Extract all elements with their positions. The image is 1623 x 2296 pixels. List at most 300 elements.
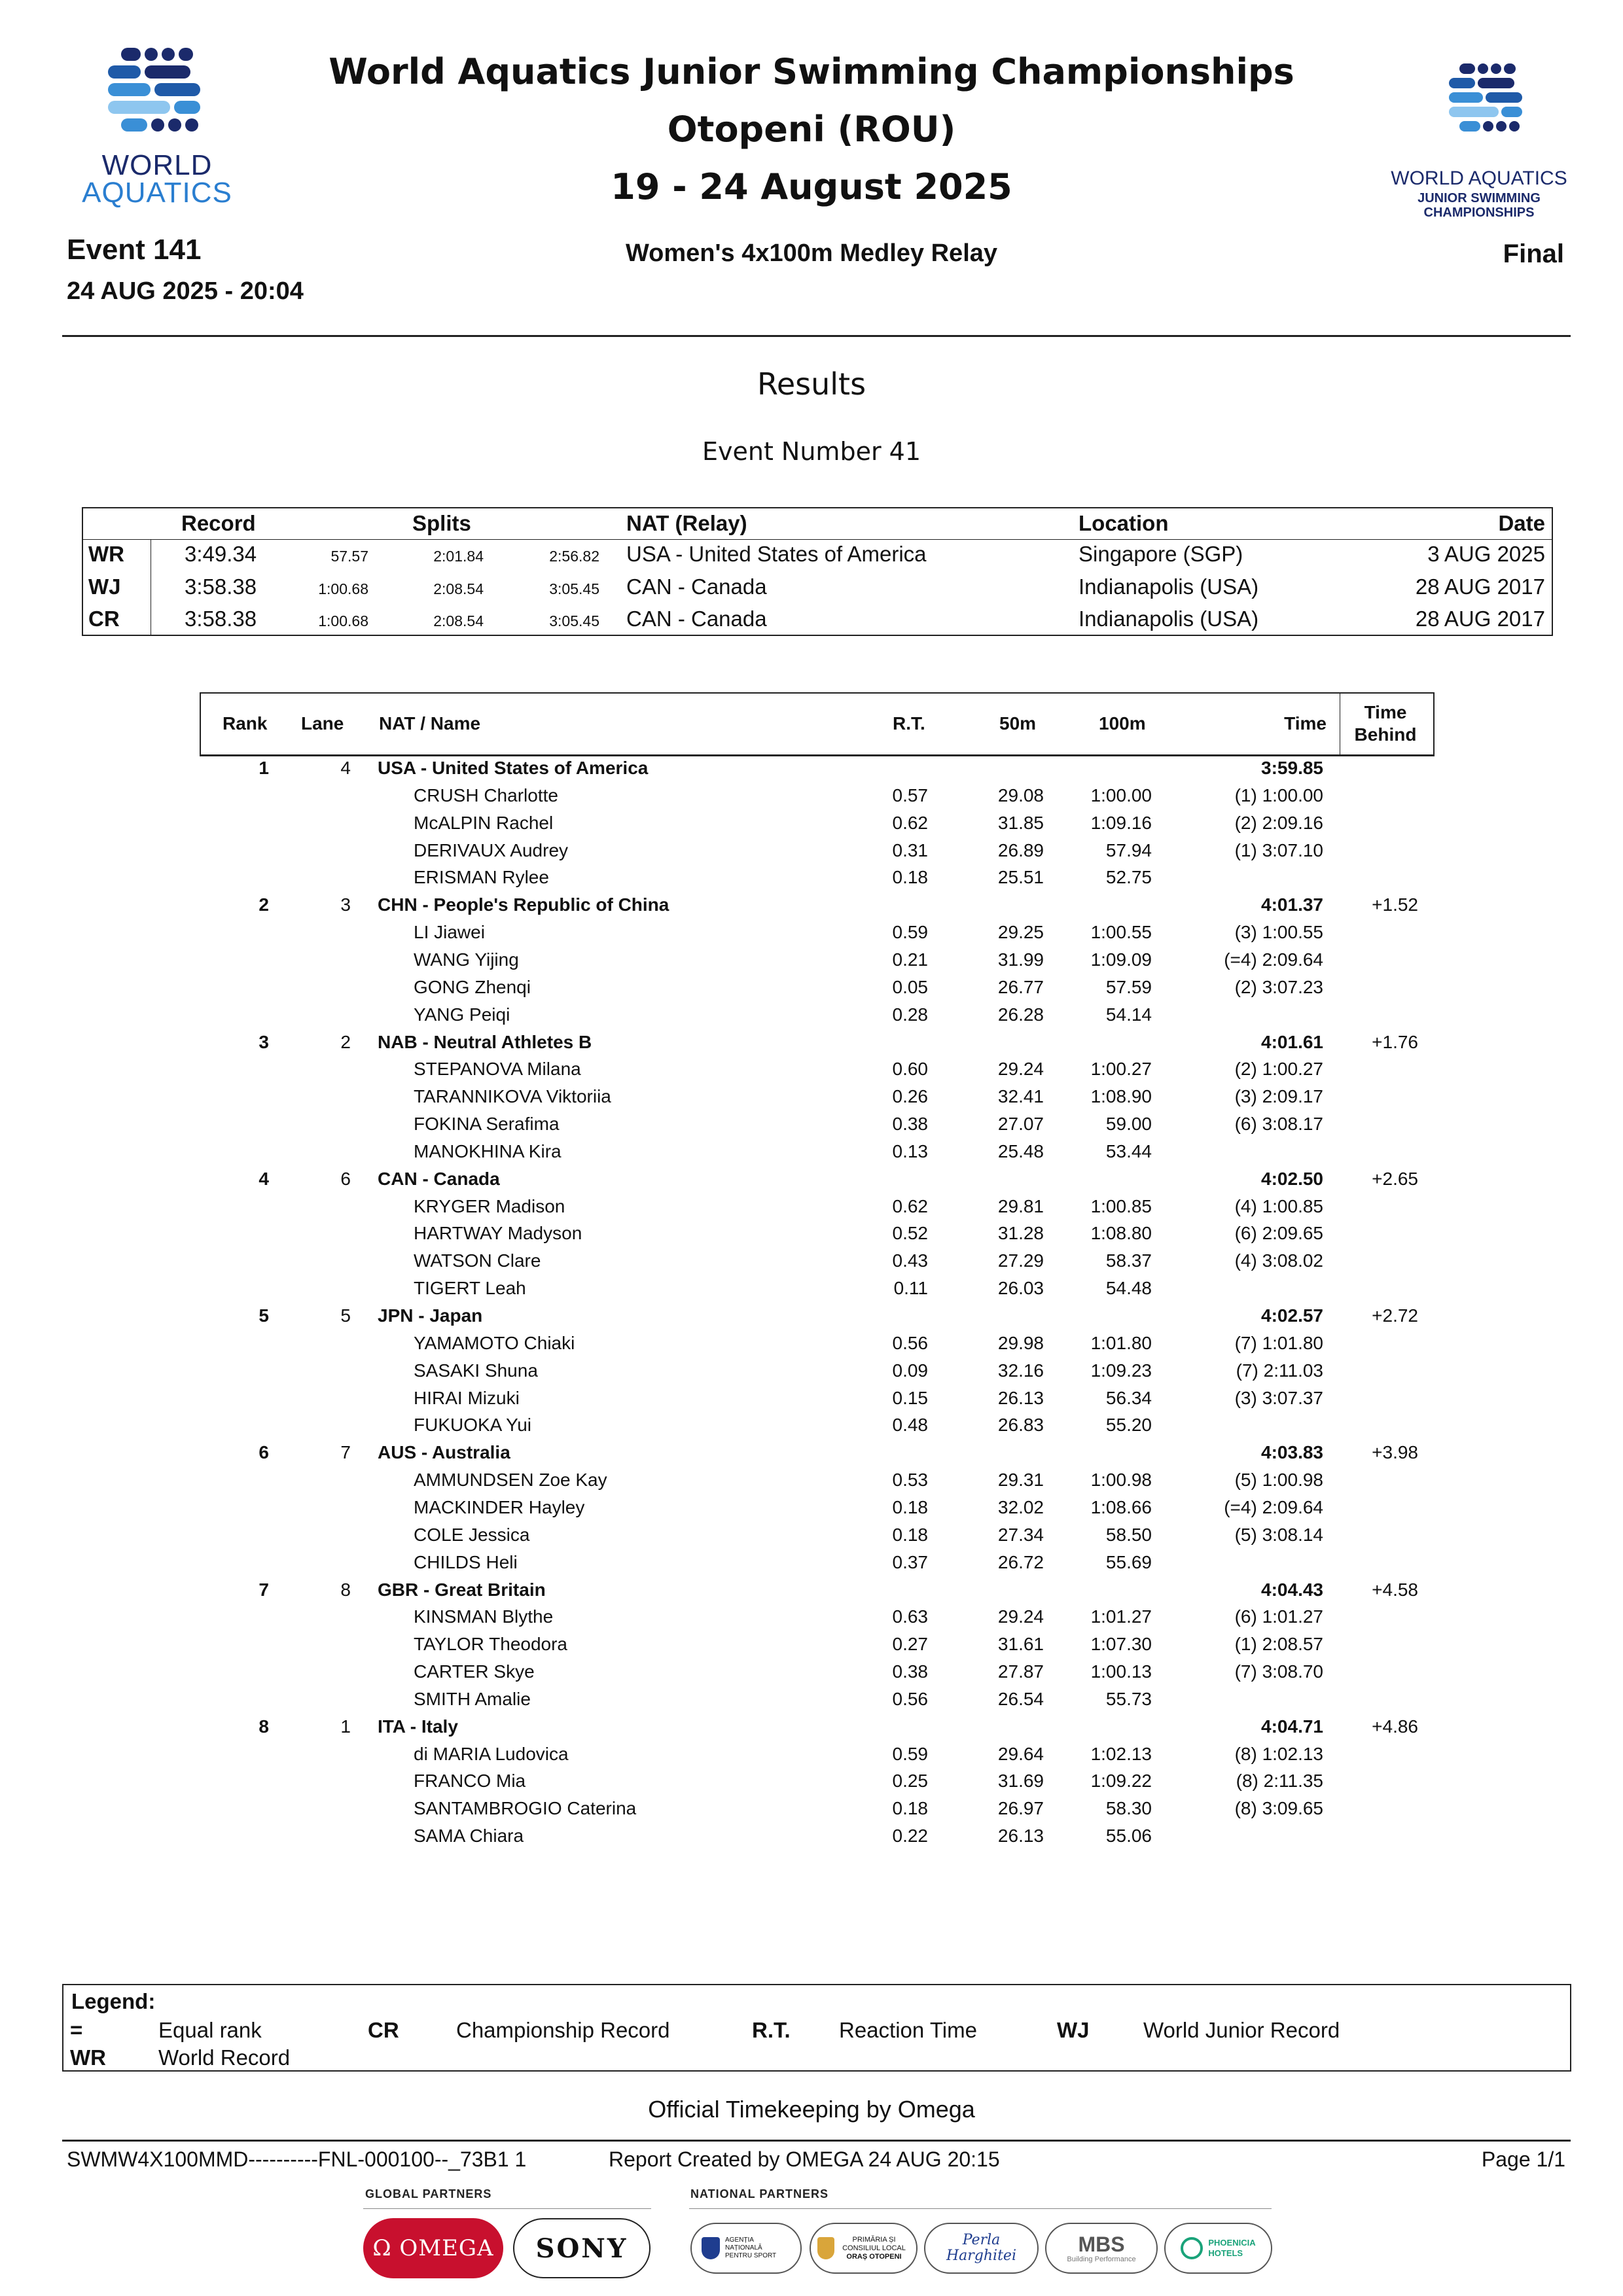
split-50m: 29.31: [997, 1470, 1044, 1491]
swimmer-name: COLE Jessica: [414, 1524, 530, 1545]
swimmer-row: [0, 1278, 1623, 1305]
legend-box: [62, 1984, 1571, 2072]
record-nat: CAN - Canada: [626, 574, 767, 599]
record-split-1: 57.57: [330, 548, 368, 565]
swimmer-row: [0, 1196, 1623, 1224]
event-phase: Final: [1503, 239, 1564, 268]
rank: 2: [259, 894, 269, 915]
swimmer-row: [0, 1606, 1623, 1634]
results-table-header: [200, 692, 1435, 756]
swimmer-name: SASAKI Shuna: [414, 1360, 538, 1381]
reaction-time: 0.59: [892, 1743, 928, 1764]
swimmer-row: [0, 785, 1623, 813]
reaction-time: 0.31: [892, 839, 928, 860]
team-name: CHN - People's Republic of China: [378, 894, 669, 915]
reaction-time: 0.43: [892, 1250, 928, 1271]
omega-logo-text: Ω OMEGA: [372, 2235, 494, 2261]
team-name: GBR - Great Britain: [378, 1579, 546, 1600]
reaction-time: 0.05: [892, 976, 928, 997]
otopeni-line-3: ORAȘ OTOPENI: [846, 2252, 902, 2261]
team-row: [0, 1032, 1623, 1059]
reaction-time: 0.53: [892, 1470, 928, 1491]
swimmer-row: [0, 1086, 1623, 1114]
team-name: CAN - Canada: [378, 1168, 500, 1189]
reaction-time: 0.63: [892, 1606, 928, 1627]
cumulative-time: (3) 1:00.55: [1234, 922, 1323, 943]
swimmer-row: [0, 922, 1623, 949]
swimmer-name: MACKINDER Hayley: [414, 1496, 585, 1517]
swimmer-row: [0, 1223, 1623, 1250]
reaction-time: 0.13: [892, 1140, 928, 1161]
team-time: 4:01.37: [1261, 894, 1323, 915]
legend-code: WR: [70, 2045, 106, 2070]
split-100m: 1:00.98: [1090, 1470, 1152, 1491]
split-50m: 26.03: [997, 1278, 1044, 1299]
swimmer-name: WANG Yijing: [414, 949, 519, 970]
split-50m: 29.24: [997, 1606, 1044, 1627]
split-100m: 1:08.80: [1090, 1223, 1152, 1244]
record-date: 3 AUG 2025: [1427, 542, 1545, 566]
split-100m: 53.44: [1105, 1140, 1152, 1161]
national-sport-agency-logo: [690, 2223, 802, 2274]
footer-report: Report Created by OMEGA 24 AUG 20:15: [609, 2147, 1000, 2171]
swimmer-row: [0, 1525, 1623, 1552]
split-50m: 31.69: [997, 1771, 1044, 1792]
phoenicia-line-2: HOTELS: [1208, 2248, 1243, 2258]
swimmer-row: [0, 1497, 1623, 1525]
cumulative-time: (1) 1:00.00: [1234, 785, 1323, 805]
split-100m: 55.69: [1105, 1551, 1152, 1572]
team-time: 4:04.43: [1261, 1579, 1323, 1600]
col-time-behind: [1340, 701, 1431, 746]
split-100m: 55.06: [1105, 1826, 1152, 1846]
swimmer-row: [0, 1114, 1623, 1141]
col-50m: 50m: [999, 713, 1037, 733]
swimmer-row: [0, 1059, 1623, 1086]
otopeni-line-1: PRIMĂRIA ȘI: [852, 2235, 896, 2244]
lane: 7: [340, 1442, 351, 1463]
split-50m: 29.25: [997, 922, 1044, 943]
time-behind: +2.65: [1372, 1168, 1418, 1189]
split-50m: 26.54: [997, 1688, 1044, 1709]
otopeni-council-logo: [810, 2223, 918, 2274]
mbs-logo: [1045, 2223, 1158, 2274]
swimmer-row: [0, 867, 1623, 894]
swimmer-row: [0, 1415, 1623, 1442]
split-100m: 1:09.09: [1090, 949, 1152, 970]
swimmer-name: TAYLOR Theodora: [414, 1634, 568, 1655]
cumulative-time: (3) 3:07.37: [1234, 1387, 1323, 1408]
reaction-time: 0.52: [892, 1223, 928, 1244]
swimmer-row: [0, 1470, 1623, 1497]
sony-logo: [513, 2218, 651, 2278]
split-100m: 1:09.23: [1090, 1360, 1152, 1381]
time-behind: +4.58: [1372, 1579, 1418, 1600]
event-number: Event 141: [67, 234, 202, 266]
swimmer-row: [0, 949, 1623, 977]
sony-logo-text: SONY: [535, 2233, 628, 2264]
lane: 4: [340, 758, 351, 778]
logo-text-world-aquatics: WORLD AQUATICS: [1391, 168, 1567, 189]
agency-logo-text: AGENȚIA NAȚIONALĂ PENTRU SPORT: [725, 2236, 777, 2259]
split-100m: 1:00.55: [1090, 922, 1152, 943]
record-split-1: 1:00.68: [318, 580, 368, 597]
split-50m: 32.02: [997, 1496, 1044, 1517]
swimmer-row: [0, 977, 1623, 1004]
split-100m: 1:09.22: [1090, 1771, 1152, 1792]
rank: 3: [259, 1031, 269, 1052]
cumulative-time: (=4) 2:09.64: [1224, 949, 1323, 970]
perla-line-2: Harghitei: [946, 2248, 1016, 2264]
col-time-behind-line1: Time: [1364, 702, 1407, 722]
lane: 5: [340, 1305, 351, 1326]
split-100m: 1:00.13: [1090, 1661, 1152, 1682]
swimmer-row: [0, 1826, 1623, 1853]
split-50m: 29.64: [997, 1743, 1044, 1764]
reaction-time: 0.21: [892, 949, 928, 970]
romania-crest-icon: [702, 2237, 720, 2259]
swimmer-name: SMITH Amalie: [414, 1688, 531, 1709]
split-50m: 31.28: [997, 1223, 1044, 1244]
swimmer-row: [0, 1004, 1623, 1032]
cumulative-time: (2) 2:09.16: [1234, 812, 1323, 833]
swimmer-name: CARTER Skye: [414, 1661, 535, 1682]
legend-text: Reaction Time: [839, 2018, 977, 2042]
swimmer-name: KRYGER Madison: [414, 1195, 565, 1216]
team-time: 4:01.61: [1261, 1031, 1323, 1052]
split-100m: 1:00.27: [1090, 1059, 1152, 1080]
phoenicia-hotels-logo: [1164, 2223, 1272, 2274]
split-100m: 59.00: [1105, 1114, 1152, 1135]
team-row: [0, 894, 1623, 922]
col-rt: R.T.: [893, 713, 925, 733]
cumulative-time: (4) 1:00.85: [1234, 1195, 1323, 1216]
otopeni-logo-text: [838, 2236, 910, 2261]
split-50m: 27.07: [997, 1114, 1044, 1135]
split-100m: 1:08.90: [1090, 1086, 1152, 1107]
col-rank: Rank: [223, 713, 268, 733]
swimmer-name: YANG Peiqi: [414, 1004, 510, 1025]
split-100m: 1:02.13: [1090, 1743, 1152, 1764]
split-50m: 27.34: [997, 1524, 1044, 1545]
national-partners-title: NATIONAL PARTNERS: [690, 2187, 829, 2200]
lane: 3: [340, 894, 351, 915]
footer-divider: [62, 2140, 1571, 2142]
team-row: [0, 1716, 1623, 1744]
team-name: NAB - Neutral Athletes B: [378, 1031, 592, 1052]
cumulative-time: (7) 3:08.70: [1234, 1661, 1323, 1682]
cumulative-time: (5) 3:08.14: [1234, 1524, 1323, 1545]
otopeni-line-2: CONSILIUL LOCAL: [842, 2244, 906, 2252]
split-100m: 54.48: [1105, 1278, 1152, 1299]
time-behind: +4.86: [1372, 1716, 1418, 1737]
swimmer-row: [0, 840, 1623, 868]
team-time: 4:02.57: [1261, 1305, 1323, 1326]
split-50m: 32.41: [997, 1086, 1044, 1107]
rank: 4: [259, 1168, 269, 1189]
split-50m: 26.13: [997, 1826, 1044, 1846]
split-100m: 55.73: [1105, 1688, 1152, 1709]
swimmer-name: TARANNIKOVA Viktoriia: [414, 1086, 611, 1107]
team-time: 4:03.83: [1261, 1442, 1323, 1463]
swimmer-name: YAMAMOTO Chiaki: [414, 1332, 575, 1353]
swimmer-name: STEPANOVA Milana: [414, 1059, 581, 1080]
swimmer-name: HARTWAY Madyson: [414, 1223, 582, 1244]
results-heading: Results: [757, 366, 866, 402]
omega-logo: [363, 2218, 503, 2278]
swimmer-name: FOKINA Serafima: [414, 1114, 560, 1135]
team-name: AUS - Australia: [378, 1442, 510, 1463]
legend-code: WJ: [1057, 2018, 1090, 2042]
split-50m: 26.89: [997, 839, 1044, 860]
time-behind: +1.76: [1372, 1031, 1418, 1052]
reaction-time: 0.38: [892, 1661, 928, 1682]
reaction-time: 0.25: [892, 1771, 928, 1792]
cumulative-time: (2) 3:07.23: [1234, 976, 1323, 997]
team-row: [0, 1442, 1623, 1470]
legend-code: CR: [368, 2018, 399, 2042]
split-100m: 1:01.27: [1090, 1606, 1152, 1627]
records-header-location: Location: [1079, 511, 1169, 535]
mbs-line-2: Building Performance: [1067, 2255, 1136, 2263]
swimmer-name: GONG Zhenqi: [414, 976, 531, 997]
swimmer-row: [0, 1771, 1623, 1798]
header-divider: [62, 335, 1571, 337]
reaction-time: 0.18: [892, 1496, 928, 1517]
split-50m: 31.61: [997, 1634, 1044, 1655]
col-time: Time: [1284, 713, 1327, 733]
split-50m: 26.97: [997, 1798, 1044, 1819]
split-100m: 57.59: [1105, 976, 1152, 997]
legend-code: =: [70, 2018, 83, 2042]
split-100m: 55.20: [1105, 1415, 1152, 1436]
cumulative-time: (6) 3:08.17: [1234, 1114, 1323, 1135]
footer-page: Page 1/1: [1481, 2147, 1565, 2171]
legend-text: Championship Record: [456, 2018, 670, 2042]
split-100m: 52.75: [1105, 867, 1152, 888]
swimmer-name: KINSMAN Blythe: [414, 1606, 554, 1627]
swimmer-name: DERIVAUX Audrey: [414, 839, 569, 860]
split-50m: 26.72: [997, 1551, 1044, 1572]
records-header-splits: Splits: [412, 511, 471, 535]
reaction-time: 0.27: [892, 1634, 928, 1655]
cumulative-time: (=4) 2:09.64: [1224, 1496, 1323, 1517]
reaction-time: 0.59: [892, 922, 928, 943]
record-code: WR: [88, 542, 124, 566]
logo-text-world: WORLD: [101, 149, 213, 181]
reaction-time: 0.60: [892, 1059, 928, 1080]
reaction-time: 0.09: [892, 1360, 928, 1381]
swimmer-name: SAMA Chiara: [414, 1826, 524, 1846]
cumulative-time: (8) 2:11.35: [1236, 1771, 1323, 1792]
record-split-2: 2:01.84: [433, 548, 484, 565]
split-100m: 1:00.00: [1090, 785, 1152, 805]
split-50m: 31.85: [997, 812, 1044, 833]
time-behind: +2.72: [1372, 1305, 1418, 1326]
team-time: 4:02.50: [1261, 1168, 1323, 1189]
split-50m: 25.48: [997, 1140, 1044, 1161]
event-datetime: 24 AUG 2025 - 20:04: [67, 277, 304, 305]
cumulative-time: (4) 3:08.02: [1234, 1250, 1323, 1271]
col-100m: 100m: [1099, 713, 1146, 733]
col-time-behind-line2: Behind: [1354, 724, 1417, 745]
col-lane: Lane: [301, 713, 344, 733]
swimmer-row: [0, 1798, 1623, 1826]
lane: 1: [340, 1716, 351, 1737]
reaction-time: 0.26: [892, 1086, 928, 1107]
championship-title: World Aquatics Junior Swimming Championships: [329, 51, 1294, 92]
lane: 2: [340, 1031, 351, 1052]
split-50m: 31.99: [997, 949, 1044, 970]
swimmer-row: [0, 1141, 1623, 1169]
cumulative-time: (8) 3:09.65: [1234, 1798, 1323, 1819]
split-50m: 32.16: [997, 1360, 1044, 1381]
cumulative-time: (7) 1:01.80: [1234, 1332, 1323, 1353]
phoenicia-line-1: PHOENICIA: [1208, 2238, 1256, 2248]
split-100m: 1:07.30: [1090, 1634, 1152, 1655]
event-number-heading: Event Number 41: [702, 437, 921, 466]
cumulative-time: (2) 1:00.27: [1234, 1059, 1323, 1080]
rank: 6: [259, 1442, 269, 1463]
legend-text: Equal rank: [158, 2018, 262, 2042]
logo-text-junior-swimming: JUNIOR SWIMMING: [1418, 191, 1541, 205]
split-100m: 58.37: [1105, 1250, 1152, 1271]
swimmer-row: [0, 813, 1623, 840]
swimmer-name: FUKUOKA Yui: [414, 1415, 532, 1436]
reaction-time: 0.18: [892, 867, 928, 888]
swimmer-row: [0, 1360, 1623, 1388]
swimmer-name: LI Jiawei: [414, 922, 485, 943]
record-location: Indianapolis (USA): [1079, 607, 1259, 631]
split-100m: 57.94: [1105, 839, 1152, 860]
records-header-date: Date: [1498, 511, 1545, 535]
rank: 7: [259, 1579, 269, 1600]
otopeni-crest-icon: [817, 2237, 834, 2259]
record-split-3: 3:05.45: [549, 612, 599, 629]
logo-text-aquatics: AQUATICS: [82, 177, 232, 209]
rank: 5: [259, 1305, 269, 1326]
split-100m: 1:08.66: [1090, 1496, 1152, 1517]
team-name: JPN - Japan: [378, 1305, 483, 1326]
dates-title: 19 - 24 August 2025: [611, 166, 1012, 207]
swimmer-row: [0, 1634, 1623, 1661]
swimmer-name: FRANCO Mia: [414, 1771, 526, 1792]
swimmer-row: [0, 1744, 1623, 1771]
rank: 1: [259, 758, 269, 778]
rank: 8: [259, 1716, 269, 1737]
record-location: Singapore (SGP): [1079, 542, 1243, 566]
swimmer-name: McALPIN Rachel: [414, 812, 554, 833]
swimmer-row: [0, 1250, 1623, 1278]
team-name: ITA - Italy: [378, 1716, 458, 1737]
reaction-time: 0.56: [892, 1688, 928, 1709]
cumulative-time: (8) 1:02.13: [1234, 1743, 1323, 1764]
mbs-line-1: MBS: [1078, 2233, 1125, 2256]
split-50m: 29.24: [997, 1059, 1044, 1080]
record-location: Indianapolis (USA): [1079, 574, 1259, 599]
swimmer-name: WATSON Clare: [414, 1250, 541, 1271]
national-partners-rule: [689, 2208, 1272, 2209]
split-50m: 27.87: [997, 1661, 1044, 1682]
global-partners-title: GLOBAL PARTNERS: [365, 2187, 492, 2200]
reaction-time: 0.57: [892, 785, 928, 805]
record-code: WJ: [88, 574, 121, 599]
cumulative-time: (1) 2:08.57: [1234, 1634, 1323, 1655]
global-partners-rule: [363, 2208, 651, 2209]
team-row: [0, 758, 1623, 785]
split-50m: 26.77: [997, 976, 1044, 997]
split-100m: 56.34: [1105, 1387, 1152, 1408]
reaction-time: 0.11: [893, 1278, 928, 1299]
team-row: [0, 1580, 1623, 1607]
record-date: 28 AUG 2017: [1415, 574, 1545, 599]
cumulative-time: (6) 2:09.65: [1234, 1223, 1323, 1244]
swimmer-row: [0, 1388, 1623, 1415]
record-date: 28 AUG 2017: [1415, 607, 1545, 631]
footer-doc-code: SWMW4X100MMD----------FNL-000100--_73B1 1: [67, 2147, 527, 2171]
split-100m: 1:00.85: [1090, 1195, 1152, 1216]
event-name: Women's 4x100m Medley Relay: [625, 239, 998, 267]
reaction-time: 0.62: [892, 812, 928, 833]
timekeeping-note: Official Timekeeping by Omega: [648, 2096, 975, 2123]
swimmer-name: CHILDS Heli: [414, 1551, 518, 1572]
record-split-2: 2:08.54: [433, 612, 484, 629]
time-behind: +3.98: [1372, 1442, 1418, 1463]
lane: 6: [340, 1168, 351, 1189]
split-50m: 29.81: [997, 1195, 1044, 1216]
record-code: CR: [88, 607, 120, 631]
team-name: USA - United States of America: [378, 758, 649, 778]
col-nat-name: NAT / Name: [379, 713, 481, 733]
split-100m: 1:01.80: [1090, 1332, 1152, 1353]
swimmer-name: HIRAI Mizuki: [414, 1387, 520, 1408]
team-row: [0, 1305, 1623, 1333]
split-50m: 27.29: [997, 1250, 1044, 1271]
swimmer-name: MANOKHINA Kira: [414, 1140, 562, 1161]
records-header-nat: NAT (Relay): [626, 511, 747, 535]
cumulative-time: (6) 1:01.27: [1234, 1606, 1323, 1627]
records-header-underline: [83, 539, 1552, 540]
swimmer-row: [0, 1552, 1623, 1580]
swimmer-row: [0, 1661, 1623, 1689]
swimmer-row: [0, 1689, 1623, 1716]
phoenicia-emblem-icon: [1181, 2237, 1203, 2259]
record-nat: USA - United States of America: [626, 542, 927, 566]
venue-title: Otopeni (ROU): [667, 109, 956, 150]
swimmer-row: [0, 1333, 1623, 1360]
team-time: 4:04.71: [1261, 1716, 1323, 1737]
phoenicia-logo-text: [1208, 2238, 1255, 2259]
split-100m: 58.30: [1105, 1798, 1152, 1819]
record-time: 3:58.38: [185, 574, 257, 599]
records-table: [82, 507, 1553, 636]
legend-text: World Record: [158, 2045, 291, 2070]
split-100m: 1:09.16: [1090, 812, 1152, 833]
split-50m: 25.51: [997, 867, 1044, 888]
swimmer-name: SANTAMBROGIO Caterina: [414, 1798, 637, 1819]
record-time: 3:58.38: [185, 607, 257, 631]
cumulative-time: (7) 2:11.03: [1236, 1360, 1323, 1381]
reaction-time: 0.18: [892, 1798, 928, 1819]
split-100m: 58.50: [1105, 1524, 1152, 1545]
split-50m: 26.28: [997, 1004, 1044, 1025]
perla-line-1: Perla: [962, 2232, 1001, 2248]
time-behind: +1.52: [1372, 894, 1418, 915]
split-50m: 29.08: [997, 785, 1044, 805]
reaction-time: 0.22: [892, 1826, 928, 1846]
cumulative-time: (3) 2:09.17: [1234, 1086, 1323, 1107]
record-split-3: 3:05.45: [549, 580, 599, 597]
